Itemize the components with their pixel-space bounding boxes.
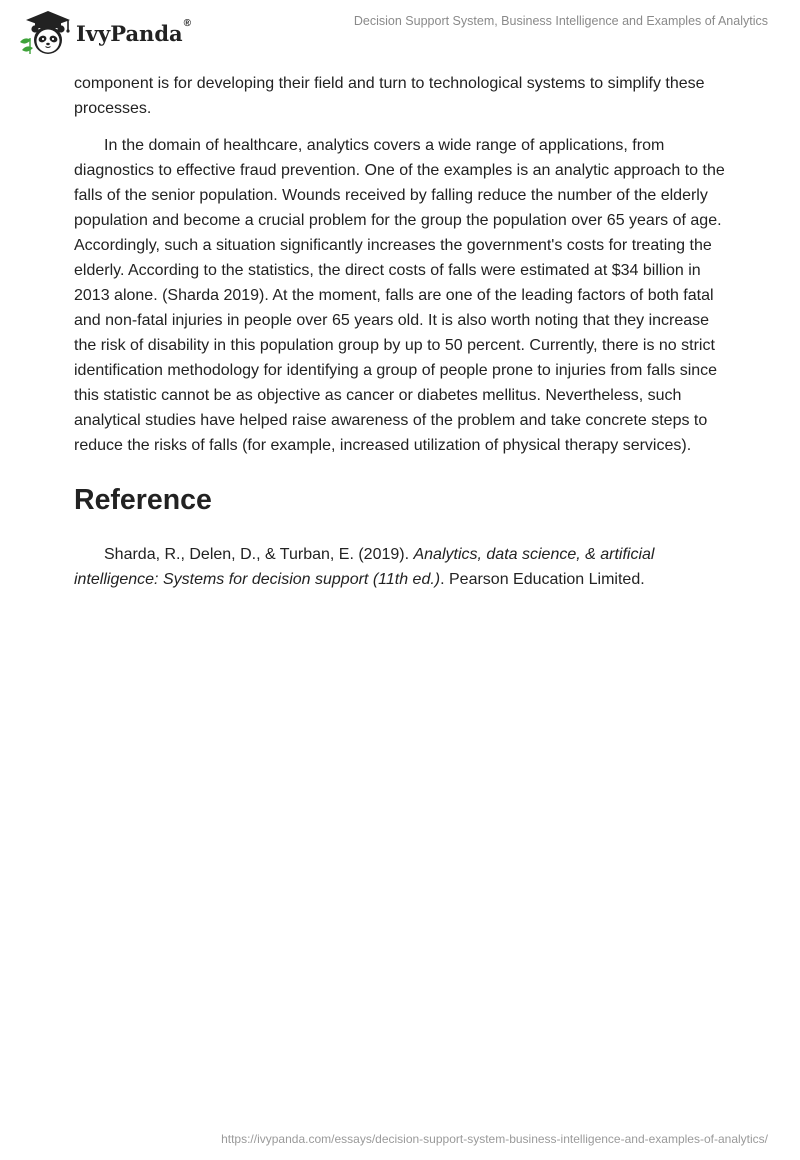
paragraph-healthcare: In the domain of healthcare, analytics covers a wide range of applications, from diagnostics to effective fraud prevention. One of the examples is an analytic approach to the falls of the senior population. Wounds received by falling reduce the number of the elderly population and become a crucial problem for the group the population over 65 years of age. Accordingly, such a situation significantly increases the government's costs for treating the elderly. According to the statistics, the direct costs of falls were estimated at $34 billion in 2013 alone. (Sharda 2019). At the moment, falls are one of the leading factors of both fatal and non-fatal injuries in people over 65 years old. It is also worth noting that they increase the risk of disability in this population group by up to 50 percent. Currently, there is no strict identification methodology for identifying a group of people prone to injuries from falls since this statistic cannot be as objective as cancer or diabetes mellitus. Nevertheless, such analytical studies have helped raise awareness of the problem and take concrete steps to reduce the risks of falls (for example, increased utilization of physical therapy services).: [74, 137, 725, 454]
source-url[interactable]: https://ivypanda.com/essays/decision-support-system-business-intelligence-and-examples-of-analytics/: [221, 1132, 768, 1146]
essay-content: [74, 71, 726, 592]
reference-title: Analytics, data science, & artificial intelligence: Systems for decision support (11th ed.): [74, 546, 655, 588]
brand-logo[interactable]: [16, 8, 191, 56]
reference-authors: Sharda, R., Delen, D., & Turban, E. (2019).: [104, 546, 414, 563]
document-title: Decision Support System, Business Intelligence and Examples of Analytics: [353, 14, 768, 28]
reference-heading: Reference: [74, 484, 212, 516]
brand-name: [76, 17, 191, 46]
brand-name-text: IvyPanda: [76, 20, 183, 46]
paragraph-continued: component is for developing their field and turn to technological systems to simplify these processes.: [74, 75, 705, 117]
page-header: [0, 0, 800, 64]
panda-graduate-logo-icon: [16, 8, 74, 56]
reference-publisher: . Pearson Education Limited.: [440, 571, 645, 588]
reference-entry: [74, 542, 726, 592]
registered-mark: ®: [183, 17, 191, 29]
